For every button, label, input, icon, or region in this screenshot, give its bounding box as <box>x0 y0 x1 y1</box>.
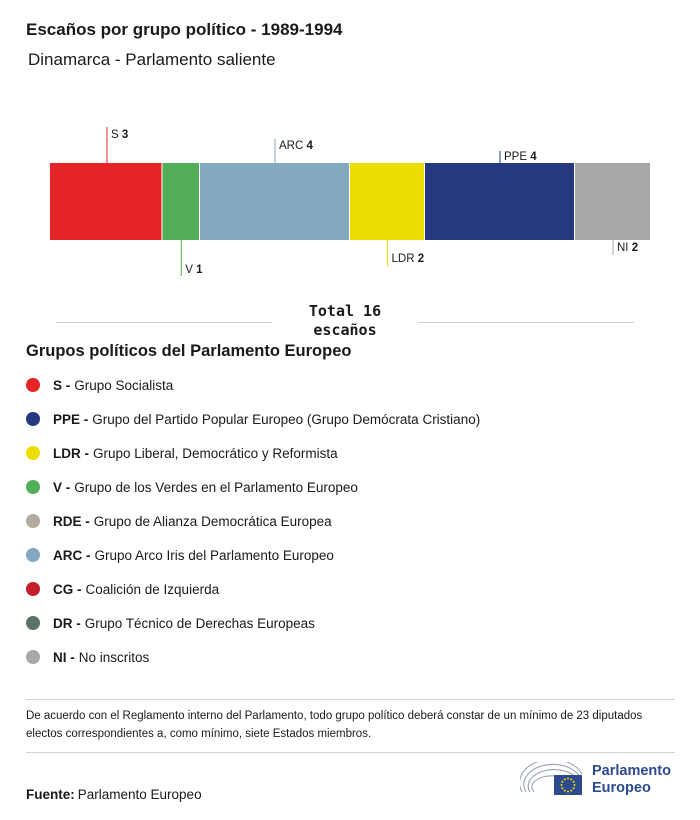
legend-label: Grupo de los Verdes en el Parlamento Europeo <box>74 479 358 495</box>
legend-swatch <box>26 446 40 460</box>
eu-star-icon <box>561 787 563 789</box>
legend-abbr: NI - <box>53 649 75 665</box>
legend-abbr: V - <box>53 479 71 495</box>
logo-line-1: Parlamento <box>592 763 671 779</box>
footer-divider-top <box>26 699 675 700</box>
footnote: De acuerdo con el Reglamento interno del Parlamento, todo grupo político deberá constar de un mínimo de 23 diputados electos correspondientes a, como mínimo, siete Estados miembros. <box>26 710 643 740</box>
eu-star-icon <box>564 778 566 780</box>
data-label-ldr: LDR 2 <box>391 253 425 265</box>
eu-star-icon <box>574 784 576 786</box>
stacked-seat-bar-chart <box>0 100 700 290</box>
legend-item <box>26 402 480 436</box>
total-seats <box>272 302 418 340</box>
bar-segment-s <box>50 163 162 240</box>
legend-item <box>26 436 480 470</box>
legend-abbr: RDE - <box>53 513 90 529</box>
legend-swatch <box>26 616 40 630</box>
legend-item <box>26 640 480 674</box>
bar-segment-ldr <box>350 163 424 240</box>
legend-swatch <box>26 514 40 528</box>
footer-divider-bottom <box>26 752 675 753</box>
source <box>26 787 202 802</box>
data-label-s: S 3 <box>111 129 129 141</box>
legend-item <box>26 470 480 504</box>
legend-label: Grupo Socialista <box>74 377 174 393</box>
legend-item <box>26 504 480 538</box>
legend-label: Grupo de Alianza Democrática Europea <box>93 513 332 529</box>
legend-label: No inscritos <box>78 649 150 665</box>
legend <box>26 368 480 674</box>
data-label-ni: NI 2 <box>617 242 639 254</box>
legend-item <box>26 368 480 402</box>
legend-label: Grupo Liberal, Democrático y Reformista <box>93 445 338 461</box>
legend-swatch <box>26 480 40 494</box>
eu-star-icon <box>567 791 569 793</box>
source-label: Fuente: <box>26 787 75 802</box>
legend-item <box>26 606 480 640</box>
eu-star-icon <box>570 790 572 792</box>
legend-label: Coalición de Izquierda <box>85 581 220 597</box>
chart-subtitle: Dinamarca - Parlamento saliente <box>28 50 276 69</box>
data-label-ppe: PPE 4 <box>504 151 537 163</box>
eu-star-icon <box>570 778 572 780</box>
eu-star-icon <box>573 781 575 783</box>
legend-label: Grupo Arco Iris del Parlamento Europeo <box>94 547 334 563</box>
data-label-v: V 1 <box>185 264 203 276</box>
european-parliament-logo <box>520 762 671 798</box>
eu-star-icon <box>567 778 569 780</box>
chart-title: Escaños por grupo político - 1989-1994 <box>26 20 343 39</box>
legend-item <box>26 572 480 606</box>
eu-star-icon <box>564 790 566 792</box>
european-parliament-hemicycle-icon <box>520 762 584 798</box>
legend-abbr: S - <box>53 377 71 393</box>
total-line-2: escaños <box>313 321 377 339</box>
source-value: Parlamento Europeo <box>77 787 202 802</box>
eu-star-icon <box>573 787 575 789</box>
legend-abbr: CG - <box>53 581 82 597</box>
data-label-arc: ARC 4 <box>279 140 313 152</box>
legend-swatch <box>26 650 40 664</box>
legend-abbr: ARC - <box>53 547 91 563</box>
legend-label: Grupo Técnico de Derechas Europeas <box>84 615 315 631</box>
legend-title: Grupos políticos del Parlamento Europeo <box>26 342 352 360</box>
eu-star-icon <box>561 784 563 786</box>
legend-abbr: PPE - <box>53 411 89 427</box>
legend-abbr: LDR - <box>53 445 89 461</box>
eu-star-icon <box>561 781 563 783</box>
legend-abbr: DR - <box>53 615 81 631</box>
bar-segment-ppe <box>425 163 574 240</box>
logo-text <box>592 763 671 797</box>
total-line-1: Total 16 <box>308 302 382 320</box>
total-divider-right <box>418 322 634 323</box>
legend-item <box>26 538 480 572</box>
legend-swatch <box>26 412 40 426</box>
bar-segment-arc <box>200 163 349 240</box>
bar-segment-ni <box>575 163 650 240</box>
logo-line-2: Europeo <box>592 780 651 796</box>
legend-swatch <box>26 582 40 596</box>
bar-segment-v <box>163 163 200 240</box>
total-divider-left <box>56 322 272 323</box>
legend-swatch <box>26 378 40 392</box>
legend-label: Grupo del Partido Popular Europeo (Grupo Demócrata Cristiano) <box>92 411 481 427</box>
legend-swatch <box>26 548 40 562</box>
